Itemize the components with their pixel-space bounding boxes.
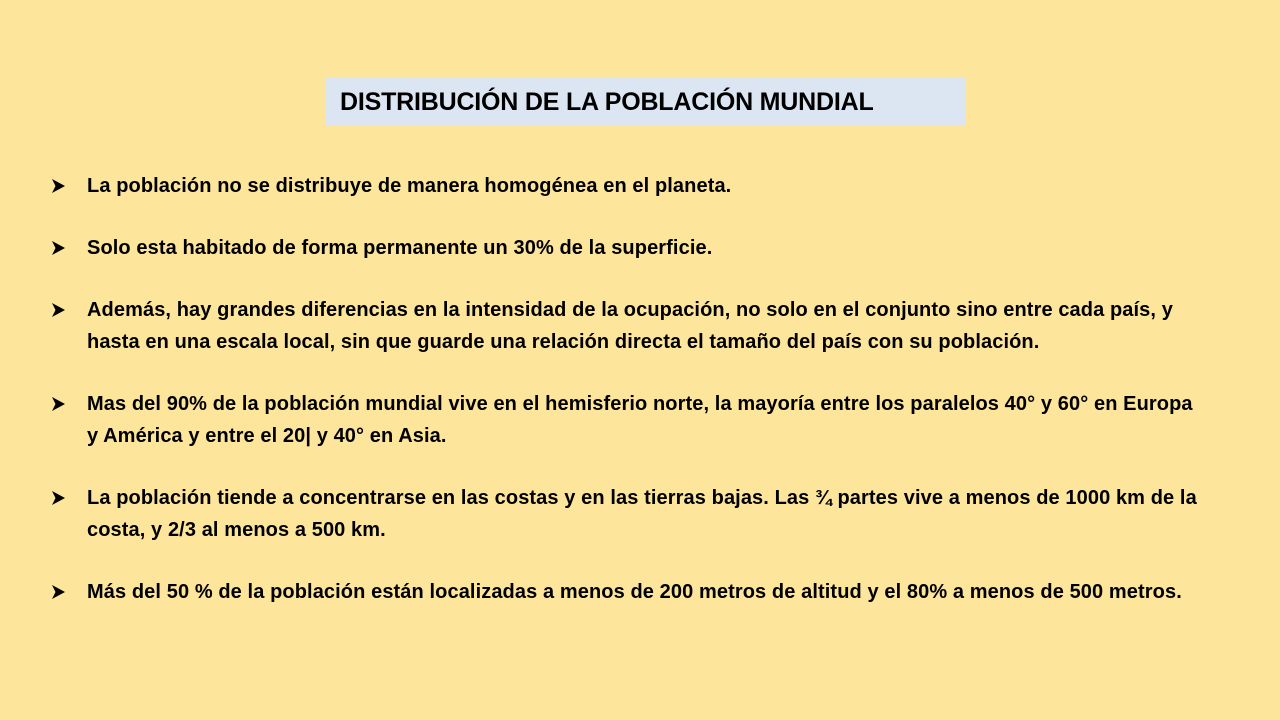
bullet-text: Más del 50 % de la población están localizadas a menos de 200 metros de altitud y el 80% a menos de 500 metros. <box>87 581 1182 603</box>
arrow-bullet-icon <box>50 232 87 264</box>
arrow-bullet-icon <box>50 170 87 202</box>
bullet-text: Mas del 90% de la población mundial vive en el hemisferio norte, la mayoría entre los paralelos 40° y 60° en Europa y América y entre el 20| y 40° en Asia. <box>87 393 1193 447</box>
arrow-bullet-icon <box>50 482 87 514</box>
arrow-bullet-icon <box>50 388 87 420</box>
bullet-text: Solo esta habitado de forma permanente un 30% de la superficie. <box>87 237 713 259</box>
bullet-item <box>50 232 1200 264</box>
bullet-text: La población no se distribuye de manera homogénea en el planeta. <box>87 175 732 197</box>
bullet-item <box>50 294 1200 358</box>
bullet-text: Además, hay grandes diferencias en la intensidad de la ocupación, no solo en el conjunto sino entre cada país, y hasta en una escala local, sin que guarde una relación directa el tamaño del país con su población. <box>87 299 1173 353</box>
bullet-item <box>50 388 1200 452</box>
bullet-item <box>50 576 1200 608</box>
arrow-bullet-icon <box>50 576 87 608</box>
bullet-list <box>50 170 1200 608</box>
bullet-text: La población tiende a concentrarse en las costas y en las tierras bajas. Las ¾ partes vive a menos de 1000 km de la costa, y 2/3 al menos a 500 km. <box>87 487 1197 541</box>
title-box <box>326 78 965 126</box>
arrow-bullet-icon <box>50 294 87 326</box>
slide-title: DISTRIBUCIÓN DE LA POBLACIÓN MUNDIAL <box>340 87 874 116</box>
bullet-item <box>50 170 1200 202</box>
bullet-item <box>50 482 1200 546</box>
